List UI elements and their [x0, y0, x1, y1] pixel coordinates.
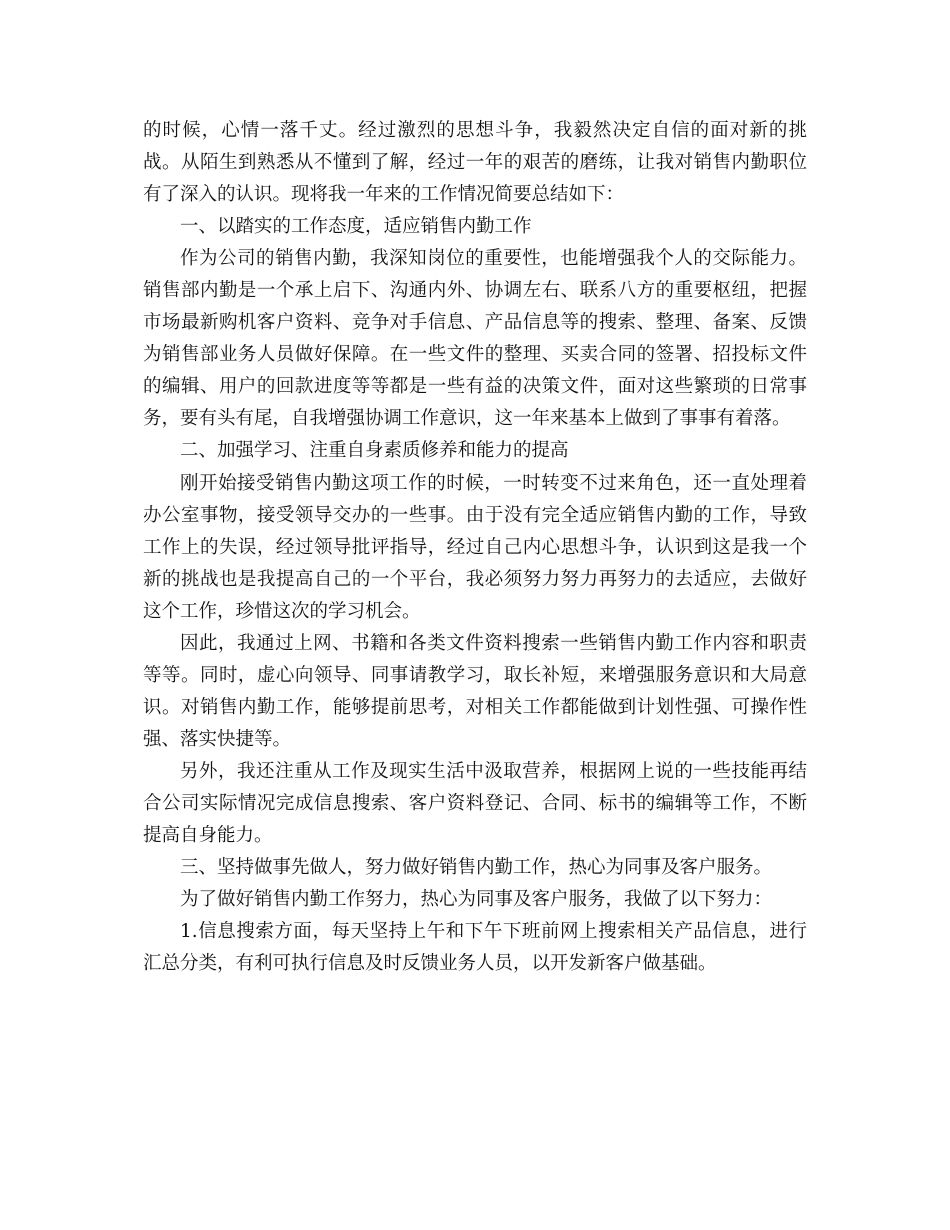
paragraph-section-1: 作为公司的销售内勤，我深知岗位的重要性，也能增强我个人的交际能力。销售部内勤是一个承上启下、沟通内外、协调左右、联系八方的重要枢纽，把握市场最新购机客户资料、竞争对手信息、产品信息等的搜索、整理、备案、反馈为销售部业务人员做好保障。在一些文件的整理、买卖合同的签署、招投标文件的编辑、用户的回款进度等等都是一些有益的决策文件，面对这些繁琐的日常事务，要有头有尾，自我增强协调工作意识，这一年来基本上做到了事事有着落。 — [143, 248, 807, 430]
document-body — [143, 115, 807, 980]
paragraph-continuation: 的时候，心情一落千丈。经过激烈的思想斗争，我毅然决定自信的面对新的挑战。从陌生到熟悉从不懂到了解，经过一年的艰苦的磨练，让我对销售内勤职位有了深入的认识。现将我一年来的工作情况简要总结如下： — [143, 120, 807, 205]
paragraph-section-2c: 另外，我还注重从工作及现实生活中汲取营养，根据网上说的一些技能再结合公司实际情况完成信息搜索、客户资料登记、合同、标书的编辑等工作，不断提高自身能力。 — [143, 760, 807, 846]
section-heading-1: 一、以踏实的工作态度，适应销售内勤工作 — [180, 216, 532, 238]
section-heading-2: 二、加强学习、注重自身素质修养和能力的提高 — [180, 440, 569, 462]
paragraph-section-2a: 刚开始接受销售内勤这项工作的时候，一时转变不过来角色，还一直处理着办公室事物，接受领导交办的一些事。由于没有完全适应销售内勤的工作，导致工作上的失误，经过领导批评指导，经过自己内心思想斗争，认识到这是我一个新的挑战也是我提高自己的一个平台，我必须努力努力再努力的去适应，去做好这个工作，珍惜这次的学习机会。 — [143, 472, 807, 622]
section-heading-3: 三、坚持做事先做人，努力做好销售内勤工作，热心为同事及客户服务。 — [180, 856, 773, 878]
paragraph-section-2b: 因此，我通过上网、书籍和各类文件资料搜索一些销售内勤工作内容和职责等等。同时，虚心向领导、同事请教学习，取长补短，来增强服务意识和大局意识。对销售内勤工作，能够提前思考，对相关工作都能做到计划性强、可操作性强、落实快捷等。 — [143, 632, 807, 750]
paragraph-section-3-intro: 为了做好销售内勤工作努力，热心为同事及客户服务，我做了以下努力： — [180, 889, 773, 911]
list-item-1: 1.信息搜索方面，每天坚持上午和下午下班前网上搜索相关产品信息，进行汇总分类，有利可执行信息及时反馈业务人员，以开发新客户做基础。 — [143, 921, 807, 975]
